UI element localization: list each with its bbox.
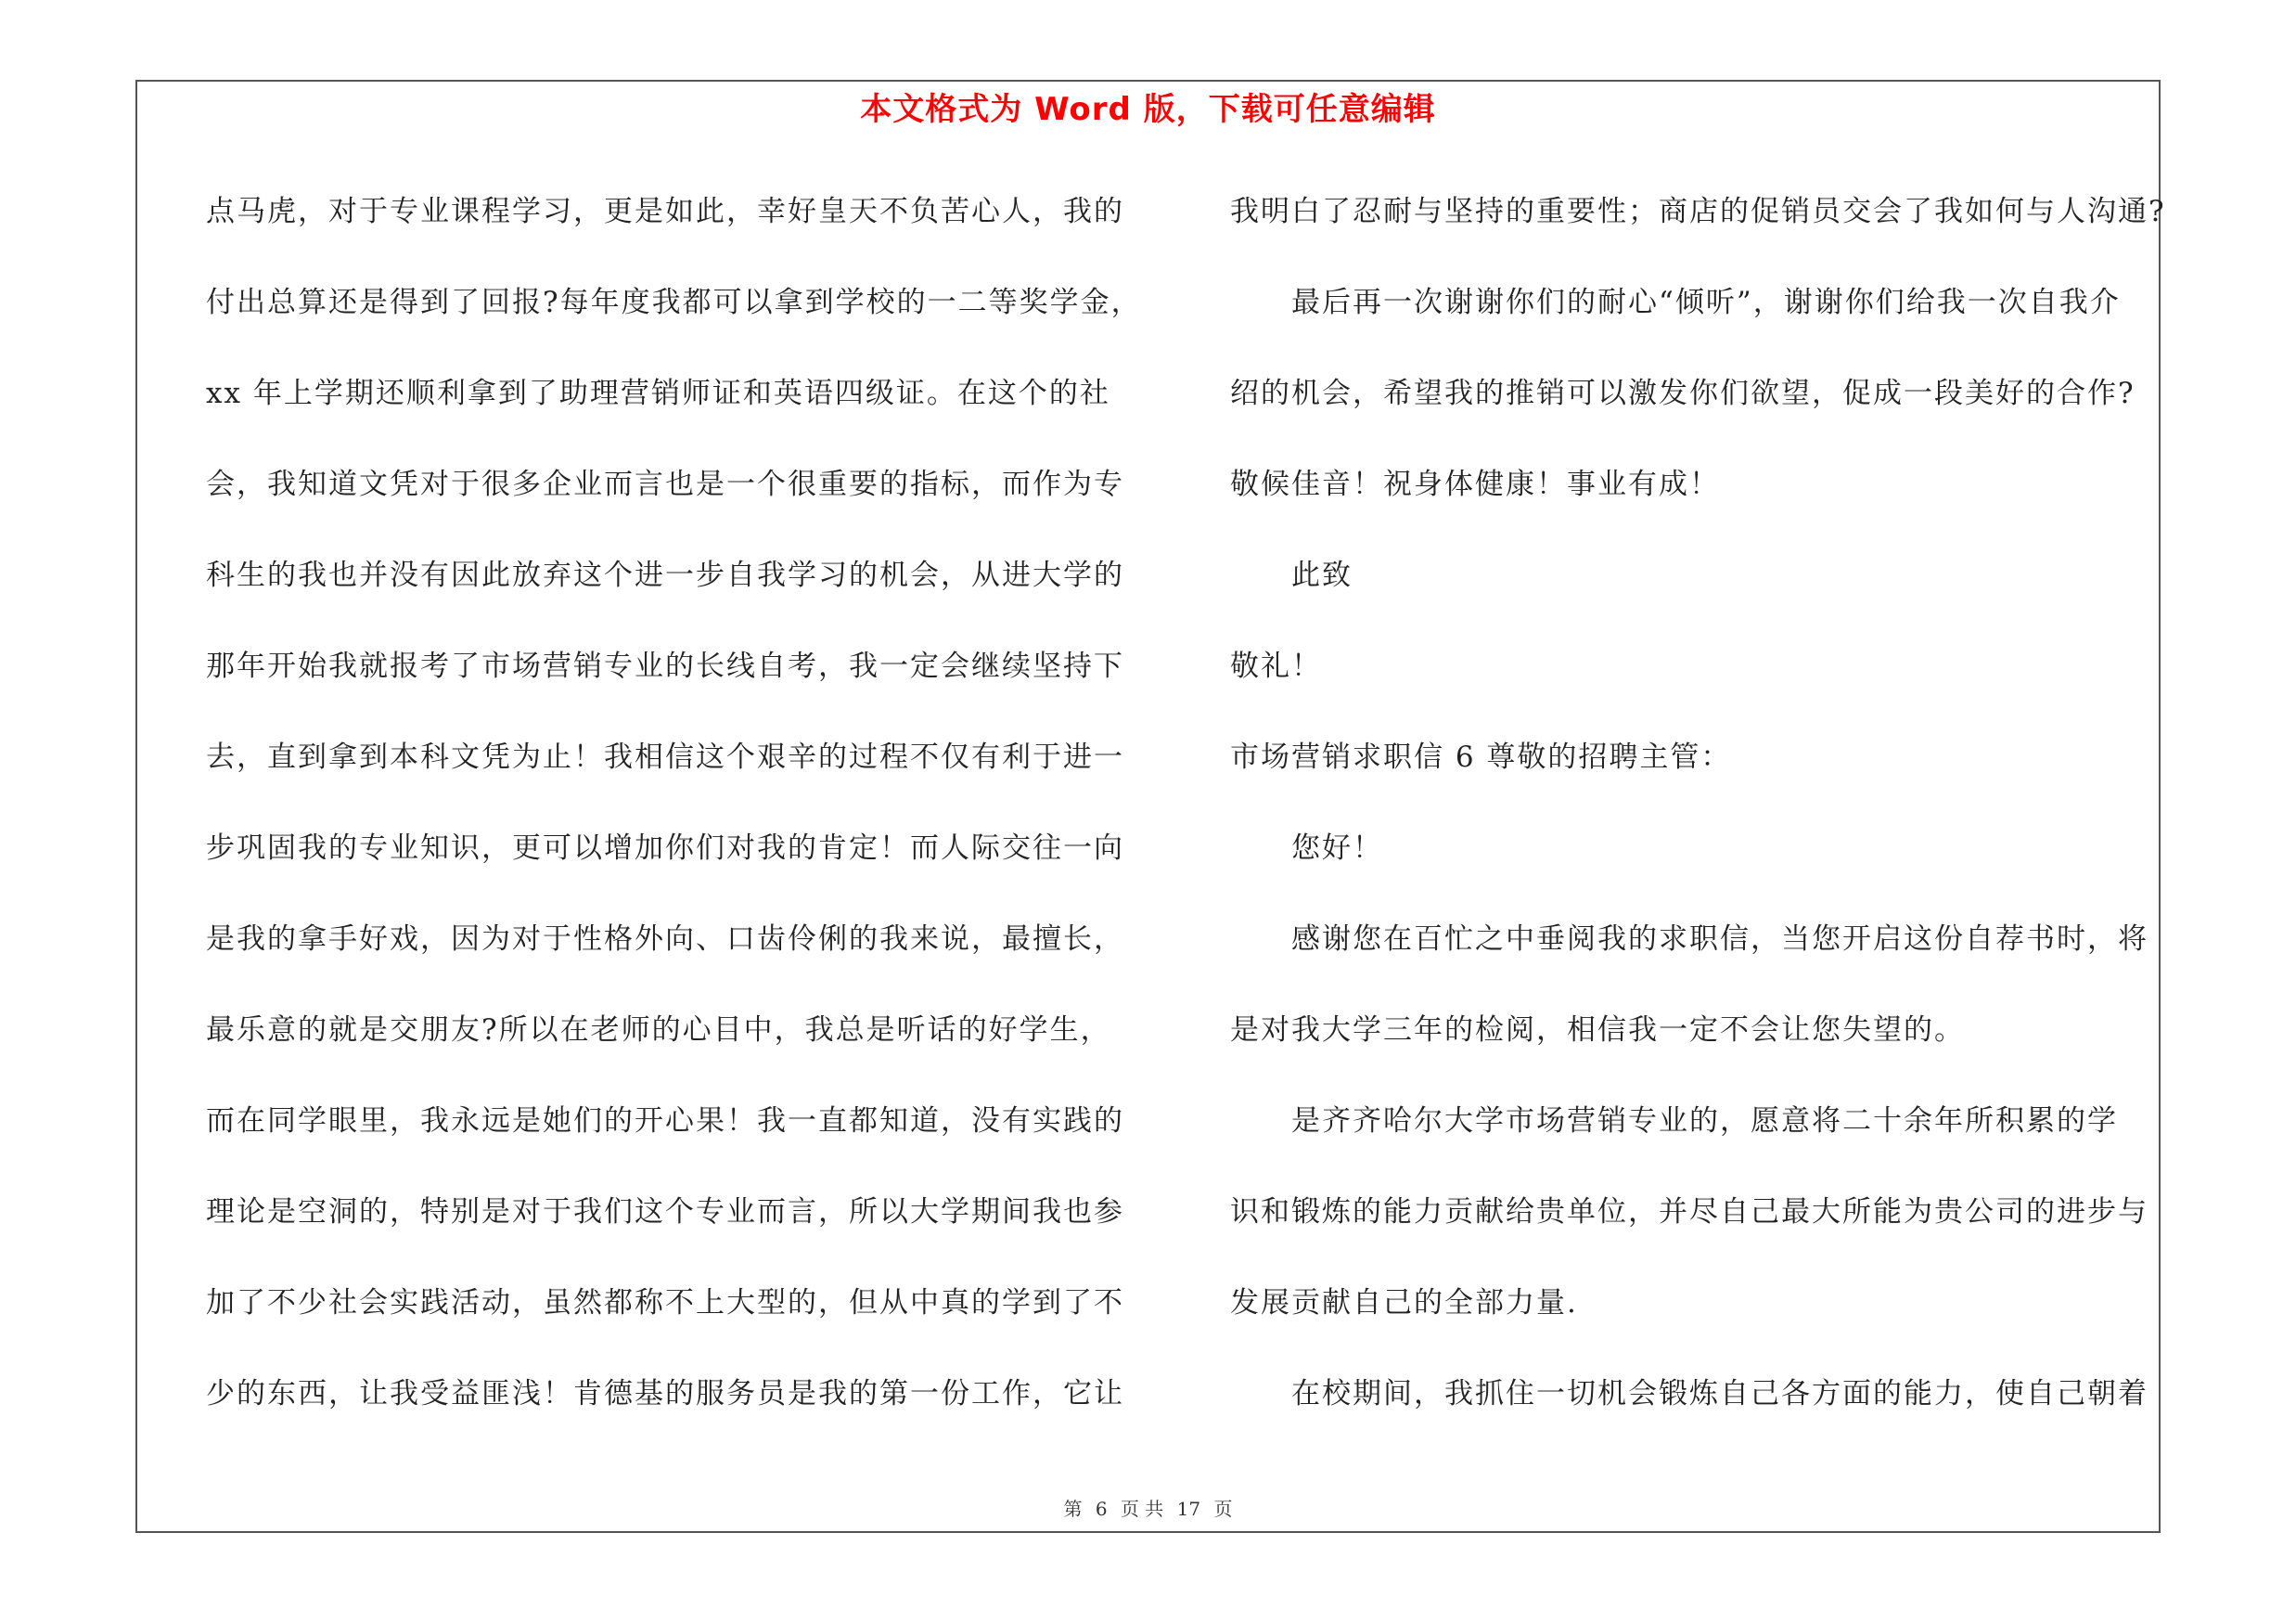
- text-line: 市场营销求职信 6 尊敬的招聘主管：: [1230, 741, 1732, 774]
- text-line: 最乐意的就是交朋友?所以在老师的心目中，我总是听话的好学生，: [206, 1013, 1111, 1047]
- text-line: 识和锻炼的能力贡献给贵单位，并尽自己最大所能为贵公司的进步与: [1230, 1195, 2148, 1229]
- text-line: 您好！: [1230, 831, 1383, 865]
- current-page-number: 6: [1095, 1498, 1108, 1520]
- right-text-column: [1230, 184, 2167, 1457]
- text-line: 会，我知道文凭对于很多企业而言也是一个很重要的指标，而作为专: [206, 468, 1124, 501]
- text-line: 发展贡献自己的全部力量.: [1230, 1286, 1578, 1320]
- text-line: 敬礼！: [1230, 650, 1322, 683]
- text-line: 是对我大学三年的检阅，相信我一定不会让您失望的。: [1230, 1013, 1965, 1047]
- text-line: 科生的我也并没有因此放弃这个进一步自我学习的机会，从进大学的: [206, 559, 1124, 592]
- text-line: 敬候佳音！祝身体健康！事业有成！: [1230, 468, 1720, 501]
- text-line: 最后再一次谢谢你们的耐心“倾听”，谢谢你们给我一次自我介: [1230, 286, 2121, 319]
- word-format-banner: 本文格式为 Word 版，下载可任意编辑: [860, 91, 1436, 128]
- text-line: 而在同学眼里，我永远是她们的开心果！我一直都知道，没有实践的: [206, 1104, 1124, 1138]
- text-line: 理论是空洞的，特别是对于我们这个专业而言，所以大学期间我也参: [206, 1195, 1124, 1229]
- text-line: 加了不少社会实践活动，虽然都称不上大型的，但从中真的学到了不: [206, 1286, 1124, 1320]
- text-line: 少的东西，让我受益匪浅！肯德基的服务员是我的第一份工作，它让: [206, 1377, 1124, 1410]
- left-text-column: [206, 184, 1142, 1457]
- text-line: 去，直到拿到本科文凭为止！我相信这个艰辛的过程不仅有利于进一: [206, 741, 1124, 774]
- total-page-count: 17: [1176, 1498, 1201, 1520]
- footer-suffix: 页: [1213, 1498, 1233, 1520]
- text-line: xx 年上学期还顺利拿到了助理营销师证和英语四级证。在这个的社: [206, 377, 1110, 410]
- text-line: 点马虎，对于专业课程学习，更是如此，幸好皇天不负苦心人，我的: [206, 195, 1124, 228]
- text-line: 我明白了忍耐与坚持的重要性；商店的促销员交会了我如何与人沟通?: [1230, 195, 2166, 228]
- text-line: 感谢您在百忙之中垂阅我的求职信，当您开启这份自荐书时，将: [1230, 922, 2148, 956]
- text-line: 那年开始我就报考了市场营销专业的长线自考，我一定会继续坚持下: [206, 650, 1124, 683]
- text-line: 此致: [1230, 559, 1353, 592]
- text-line: 付出总算还是得到了回报?每年度我都可以拿到学校的一二等奖学金，: [206, 286, 1142, 319]
- page-number-footer: [0, 1494, 2296, 1521]
- text-line: 步巩固我的专业知识，更可以增加你们对我的肯定！而人际交往一向: [206, 831, 1124, 865]
- text-line: 是齐齐哈尔大学市场营销专业的，愿意将二十余年所积累的学: [1230, 1104, 2118, 1138]
- text-line: 绍的机会，希望我的推销可以激发你们欲望，促成一段美好的合作?: [1230, 377, 2136, 410]
- text-line: 在校期间，我抓住一切机会锻炼自己各方面的能力，使自己朝着: [1230, 1377, 2148, 1410]
- footer-prefix: 第: [1063, 1498, 1083, 1520]
- footer-middle: 页 共: [1120, 1498, 1164, 1520]
- text-line: 是我的拿手好戏，因为对于性格外向、口齿伶俐的我来说，最擅长，: [206, 922, 1124, 956]
